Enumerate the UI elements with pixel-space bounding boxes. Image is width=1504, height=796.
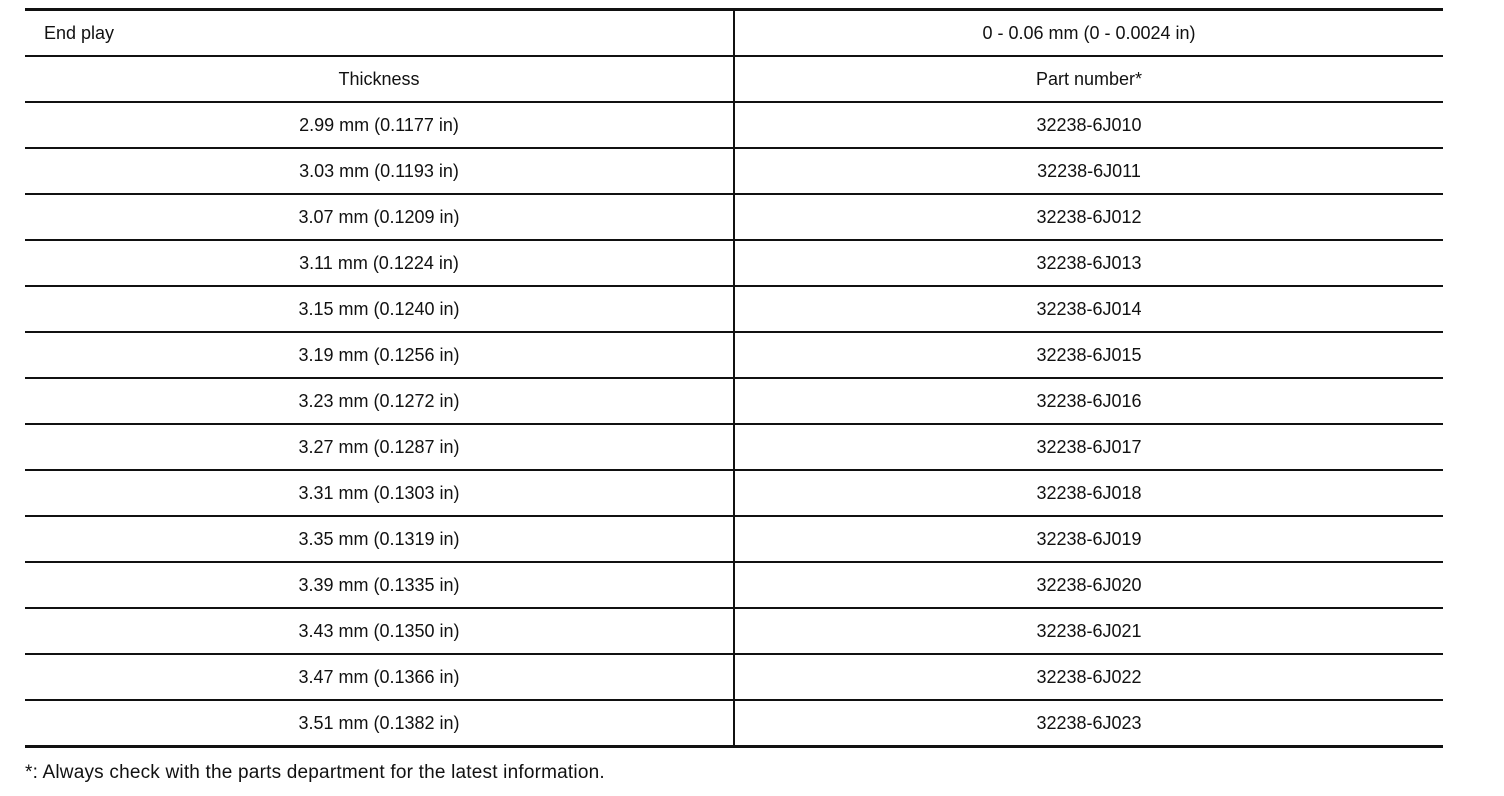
part-number-cell: 32238-6J020 xyxy=(734,562,1443,608)
end-play-value: 0 - 0.06 mm (0 - 0.0024 in) xyxy=(734,10,1443,57)
part-number-cell: 32238-6J010 xyxy=(734,102,1443,148)
table-row xyxy=(25,608,1443,654)
thickness-cell: 3.03 mm (0.1193 in) xyxy=(25,148,734,194)
thickness-cell: 3.47 mm (0.1366 in) xyxy=(25,654,734,700)
part-number-cell: 32238-6J021 xyxy=(734,608,1443,654)
thickness-cell: 3.51 mm (0.1382 in) xyxy=(25,700,734,747)
part-number-cell: 32238-6J017 xyxy=(734,424,1443,470)
part-number-cell: 32238-6J018 xyxy=(734,470,1443,516)
table-body xyxy=(25,10,1443,747)
header-row xyxy=(25,56,1443,102)
part-number-cell: 32238-6J012 xyxy=(734,194,1443,240)
part-number-cell: 32238-6J023 xyxy=(1036,712,1142,733)
table-row xyxy=(25,654,1443,700)
part-number-cell: 32238-6J022 xyxy=(734,654,1443,700)
table-row xyxy=(25,470,1443,516)
part-number-cell: 32238-6J013 xyxy=(734,240,1443,286)
table-row xyxy=(25,516,1443,562)
table-row xyxy=(25,424,1443,470)
table-row xyxy=(25,332,1443,378)
part-number-cell: 32238-6J014 xyxy=(734,286,1443,332)
part-number-header: Part number* xyxy=(734,56,1443,102)
table-row xyxy=(25,378,1443,424)
table-row xyxy=(25,562,1443,608)
part-number-cell: 32238-6J015 xyxy=(734,332,1443,378)
table-row xyxy=(25,700,1443,747)
thickness-cell: 3.07 mm (0.1209 in) xyxy=(25,194,734,240)
thickness-cell: 2.99 mm (0.1177 in) xyxy=(25,102,734,148)
end-play-label: End play xyxy=(25,10,734,57)
part-number-cell: 32238-6J011 xyxy=(734,148,1443,194)
footnote: *: Always check with the parts department for the latest information. xyxy=(25,762,605,783)
table-row xyxy=(25,148,1443,194)
thickness-cell: 3.11 mm (0.1224 in) xyxy=(25,240,734,286)
thickness-cell: 3.35 mm (0.1319 in) xyxy=(25,516,734,562)
thickness-cell: 3.15 mm (0.1240 in) xyxy=(25,286,734,332)
thickness-cell: 3.39 mm (0.1335 in) xyxy=(25,562,734,608)
part-number-cell: 32238-6J019 xyxy=(734,516,1443,562)
table-row xyxy=(25,194,1443,240)
table-row xyxy=(25,240,1443,286)
table-row xyxy=(25,286,1443,332)
thickness-cell: 3.19 mm (0.1256 in) xyxy=(25,332,734,378)
table-row xyxy=(25,102,1443,148)
thickness-header: Thickness xyxy=(25,56,734,102)
thickness-cell: 3.43 mm (0.1350 in) xyxy=(25,608,734,654)
end-play-row xyxy=(25,10,1443,57)
part-number-cell: 32238-6J016 xyxy=(734,378,1443,424)
end-play-spec-table xyxy=(25,8,1443,748)
thickness-cell: 3.23 mm (0.1272 in) xyxy=(25,378,734,424)
thickness-cell: 3.31 mm (0.1303 in) xyxy=(25,470,734,516)
thickness-cell: 3.27 mm (0.1287 in) xyxy=(25,424,734,470)
